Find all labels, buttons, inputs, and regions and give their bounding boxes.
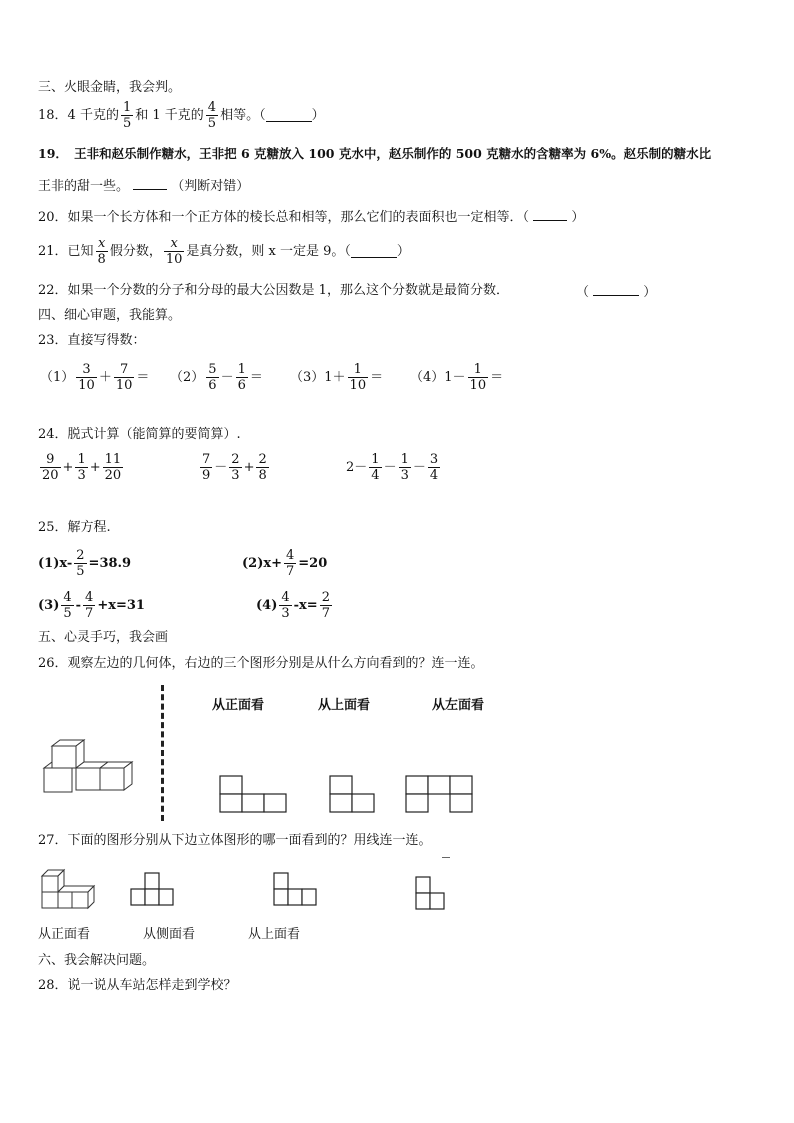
q28-title: 28．说一说从车站怎样走到学校？ — [38, 978, 237, 993]
q25-a-fraction: $\frac{2}{5}$ — [76, 548, 85, 579]
q26-dashed-divider — [161, 685, 164, 821]
q23-p2-operator: － — [220, 369, 234, 385]
q22-open: （ — [576, 285, 590, 300]
q27-label-top: 从上面看 — [248, 927, 301, 942]
q26-view-label-left: 从左面看 — [432, 698, 485, 713]
q21-text-2: 是真分数，则 x 一定是 9。（ — [186, 243, 351, 259]
q26-solid-figure — [40, 738, 140, 800]
q24-expression-2 — [198, 452, 271, 483]
q27-label-side: 从侧面看 — [143, 927, 196, 942]
q27-view-shape-3 — [415, 876, 449, 912]
q18-fraction-1: $\frac{1}{5}$ — [122, 100, 132, 131]
q21-number: 21．已知 — [38, 243, 94, 259]
q23-p4-fraction: $\frac{1}{10}$ — [469, 362, 487, 393]
q19-line-1: 19． 王非和赵乐制作糖水，王非把 6 克糖放入 100 克水中，赵乐制作的 500 克糖水的含糖率为 6%。赵乐制的糖水比 — [38, 146, 712, 161]
q26-view-shape-1 — [219, 775, 289, 815]
q19-text-2a: 王非的甜一些。 — [38, 179, 130, 194]
q26-view-shape-2 — [329, 775, 377, 815]
q24-e3-fraction-3: $\frac{3}{4}$ — [429, 452, 439, 483]
q19-line-2 — [38, 177, 249, 195]
q22-close: ） — [643, 285, 657, 300]
question-20 — [38, 208, 584, 226]
q23-p2-fraction-1: $\frac{5}{6}$ — [208, 362, 217, 393]
q27-title: 27．下面的图形分别从下边立体图形的哪一面看到的？用线连一连。 — [38, 833, 432, 848]
q22-answer-blank[interactable] — [593, 283, 639, 296]
q21-fraction-2: $\frac{x}{10}$ — [165, 236, 183, 267]
q20-close: ） — [571, 210, 585, 225]
q23-p1-fraction-2: $\frac{7}{10}$ — [115, 362, 133, 393]
q25-c-mid: - — [75, 597, 82, 613]
q23-p1-equals: ＝ — [136, 369, 150, 385]
q23-problem-4 — [410, 362, 503, 393]
q25-equation-2 — [242, 548, 327, 579]
q21-answer-blank[interactable] — [351, 245, 397, 258]
q23-p1-fraction-1: $\frac{3}{10}$ — [78, 362, 95, 393]
q24-e1-fraction-3: $\frac{11}{20}$ — [104, 452, 122, 483]
q21-close: ） — [396, 243, 410, 259]
q27-view-shape-2 — [273, 872, 321, 908]
q23-p2-fraction-2: $\frac{1}{6}$ — [237, 362, 246, 393]
q23-title: 23．直接写得数： — [38, 333, 146, 348]
q25-c-fraction-1: $\frac{4}{5}$ — [63, 590, 72, 621]
q18-number: 18． — [38, 107, 68, 123]
q23-p1-label: （1） — [40, 369, 75, 385]
q18-text-3: 相等。（ — [220, 107, 266, 123]
q18-text-2: 和 1 千克的 — [135, 107, 204, 123]
q25-equation-3 — [38, 590, 145, 621]
q23-p2-equals: ＝ — [249, 369, 263, 385]
q25-d-fraction-2: $\frac{2}{7}$ — [321, 590, 330, 621]
q24-e1-op-1: + — [62, 459, 74, 475]
q19-answer-blank[interactable] — [133, 177, 167, 190]
q25-d-lead: (4) — [256, 597, 278, 613]
q24-e2-op-1: － — [214, 459, 228, 475]
q20-answer-blank[interactable] — [533, 208, 567, 221]
q25-d-mid: -x= — [293, 597, 318, 613]
q21-text-1: 假分数， — [109, 243, 162, 259]
q25-b-tail: =20 — [298, 555, 328, 571]
q25-equation-4 — [256, 590, 334, 621]
section-4-heading: 四、细心审题，我能算。 — [38, 308, 182, 323]
q25-c-fraction-2: $\frac{4}{7}$ — [85, 590, 94, 621]
q26-view-label-front: 从正面看 — [212, 698, 265, 713]
q24-e2-fraction-3: $\frac{2}{8}$ — [258, 452, 267, 483]
q23-p4-equals: ＝ — [490, 369, 504, 385]
q18-fraction-2: $\frac{4}{5}$ — [207, 100, 217, 131]
q25-title: 25．解方程. — [38, 520, 111, 535]
q19-text-2b: （判断对错） — [171, 179, 250, 194]
q27-mark — [442, 857, 450, 858]
section-5-heading: 五、心灵手巧，我会画 — [38, 630, 169, 645]
q23-p1-operator: ＋ — [98, 369, 112, 385]
q24-e3-op-1: － — [383, 459, 397, 475]
question-21 — [38, 236, 410, 267]
q26-view-label-top: 从上面看 — [318, 698, 371, 713]
q24-e3-op-2: － — [412, 459, 426, 475]
q20-text: 20．如果一个长方体和一个正方体的棱长总和相等，那么它们的表面积也一定相等．（ — [38, 210, 530, 225]
q24-expression-3 — [346, 452, 442, 483]
section-6-heading: 六、我会解决问题。 — [38, 953, 156, 968]
q24-title: 24．脱式计算（能简算的要简算）. — [38, 427, 241, 442]
q22-answer — [576, 283, 656, 301]
q23-p3-equals: ＝ — [370, 369, 384, 385]
q24-e2-fraction-2: $\frac{2}{3}$ — [231, 452, 240, 483]
q24-e3-lead: 2－ — [346, 459, 368, 475]
q21-fraction-1: $\frac{x}{8}$ — [97, 236, 106, 267]
q24-e2-op-2: + — [243, 459, 255, 475]
q25-equation-1 — [38, 548, 131, 579]
q25-d-fraction-1: $\frac{4}{3}$ — [281, 590, 290, 621]
q25-a-tail: =38.9 — [88, 555, 132, 571]
q27-solid-figure — [38, 866, 100, 910]
q18-answer-blank[interactable] — [266, 109, 312, 122]
q25-c-lead: (3) — [38, 597, 60, 613]
q23-problem-3 — [290, 362, 383, 393]
q24-e3-fraction-2: $\frac{1}{3}$ — [400, 452, 409, 483]
q23-p3-fraction: $\frac{1}{10}$ — [349, 362, 367, 393]
q24-e3-fraction-1: $\frac{1}{4}$ — [371, 452, 380, 483]
q22-text: 22．如果一个分数的分子和分母的最大公因数是 1，那么这个分数就是最简分数． — [38, 283, 509, 298]
q23-p2-label: （2） — [170, 369, 205, 385]
q26-view-shape-3 — [405, 775, 475, 815]
q25-a-lead: (1)x- — [38, 555, 73, 571]
q24-e2-fraction-1: $\frac{7}{9}$ — [202, 452, 211, 483]
q23-p4-label: （4）1－ — [410, 369, 466, 385]
q23-problem-2 — [170, 362, 263, 393]
q25-b-fraction: $\frac{4}{7}$ — [286, 548, 295, 579]
q27-view-shape-1 — [130, 872, 178, 908]
q24-e1-op-2: + — [89, 459, 101, 475]
q27-label-front: 从正面看 — [38, 927, 91, 942]
q25-b-lead: (2)x+ — [242, 555, 282, 571]
section-3-heading: 三、火眼金睛，我会判。 — [38, 80, 182, 95]
q23-problem-1 — [40, 362, 149, 393]
q24-e1-fraction-1: $\frac{9}{20}$ — [42, 452, 59, 483]
q24-e1-fraction-2: $\frac{1}{3}$ — [77, 452, 86, 483]
q25-c-tail: +x=31 — [97, 597, 145, 613]
q18-text-1: 4 千克的 — [67, 107, 119, 123]
q24-expression-1 — [38, 452, 125, 483]
q23-p3-label: （3）1＋ — [290, 369, 346, 385]
q26-title: 26．观察左边的几何体，右边的三个图形分别是从什么方向看到的？连一连。 — [38, 656, 484, 671]
question-18 — [38, 100, 325, 131]
q18-text-4: ） — [311, 107, 325, 123]
